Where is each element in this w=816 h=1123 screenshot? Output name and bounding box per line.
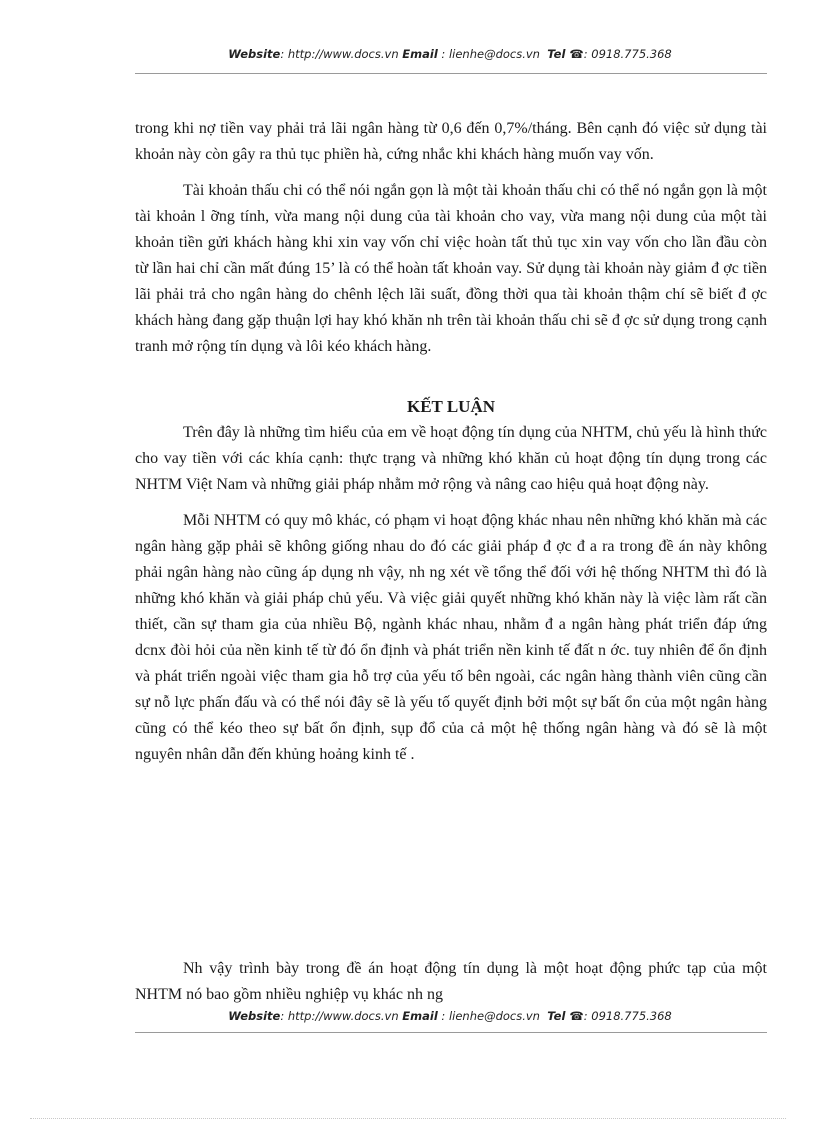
paragraph-4: Mỗi NHTM có quy mô khác, có phạm vi hoạt động khác nhau nên những khó khăn mà các ngân hàng gặp phải sẽ không giống nhau do đó các giải pháp đ ợc đ a ra trong đề án này không phải ngân hàng nào cũng áp dụng nh vậy, nh ng xét về tổng thể đối với hệ thống NHTM thì đó là những khó khăn và giải pháp chủ yếu. Và việc giải quyết những khó khăn này là việc làm rất cần thiết, cần sự tham gia của nhiều Bộ, ngành khác nhau, nhằm đ a ngân hàng phát triển đáp ứng dcnx đòi hỏi của nền kinh tế từ đó ổn định và phát triển nền kinh tế đất n ớc. tuy nhiên để ổn định và phát triển ngoài việc tham gia hỗ trợ của yếu tố bên ngoài, các ngân hàng thành viên cũng cần sự nỗ lực phấn đấu và có thể nói đây sẽ là yếu tố quyết định bởi một sự bất ổn của một ngân hàng cũng có thể kéo theo sự bất ổn định, sụp đổ của cả một hệ thống ngân hàng và đó sẽ là một nguyên nhân dẫn đến khủng hoảng kinh tế .	[135, 512, 767, 763]
footer-email-label: Email	[402, 1009, 438, 1023]
document-body-end	[135, 956, 767, 1008]
footer-website-url[interactable]: : http://www.docs.vn	[280, 1009, 399, 1023]
footer-tel-label: Tel ☎	[547, 1009, 584, 1023]
page-header	[135, 47, 765, 61]
paragraph-2: Tài khoản thấu chi có thể nói ngắn gọn là một tài khoản thấu chi có thể nó ngắn gọn là một tài khoản l ỡng tính, vừa mang nội dung của tài khoản cho vay, vừa mang nội dung của một tài khoản tiền gửi khách hàng khi xin vay vốn chỉ việc hoàn tất thủ tục xin vay vốn cho lần đầu còn từ lần hai chỉ cần mất đúng 15’ là có thể hoàn tất khoản vay. Sử dụng tài khoản này giảm đ ợc tiền lãi phải trả cho ngân hàng do chênh lệch lãi suất, đồng thời qua tài khoản thậm chí sẽ biết đ ợc khách hàng đang gặp thuận lợi hay khó khăn nh trên tài khoản thấu chi sẽ đ ợc sử dụng trong cạnh tranh mở rộng tín dụng và lôi kéo khách hàng.	[135, 182, 767, 355]
footer-website-label: Website	[228, 1009, 281, 1023]
header-divider	[135, 73, 767, 74]
document-body	[135, 116, 767, 768]
footer-divider	[135, 1032, 767, 1033]
paragraph-5: Nh vậy trình bày trong đề án hoạt động tín dụng là một hoạt động phức tạp của một NHTM nó bao gồm nhiều nghiệp vụ khác nh ng	[135, 960, 767, 1003]
section-heading: KẾT LUẬN	[406, 397, 495, 416]
footer-email-value[interactable]: : lienhe@docs.vn	[441, 1009, 540, 1023]
header-email-label: Email	[402, 47, 438, 61]
paragraph-3: Trên đây là những tìm hiểu của em về hoạt động tín dụng của NHTM, chủ yếu là hình thức cho vay tiền với các khía cạnh: thực trạng và những khó khăn củ hoạt động tín dụng trong các NHTM Việt Nam và những giải pháp nhằm mở rộng và nâng cao hiệu quả hoạt động này.	[135, 424, 767, 493]
footer-tel-value: : 0918.775.368	[583, 1009, 672, 1023]
paragraph-1: trong khi nợ tiền vay phải trả lãi ngân hàng từ 0,6 đến 0,7%/tháng. Bên cạnh đó việc sử dụng tài khoản này còn gây ra thủ tục phiền hà, cứng nhắc khi khách hàng muốn vay vốn.	[135, 120, 767, 163]
header-tel-label: Tel ☎	[547, 47, 584, 61]
page-bottom-dotted-line	[30, 1118, 786, 1119]
header-website-label: Website	[228, 47, 281, 61]
header-website-url[interactable]: : http://www.docs.vn	[280, 47, 399, 61]
header-email-value[interactable]: : lienhe@docs.vn	[441, 47, 540, 61]
page-footer	[135, 1009, 765, 1023]
header-tel-value: : 0918.775.368	[583, 47, 672, 61]
